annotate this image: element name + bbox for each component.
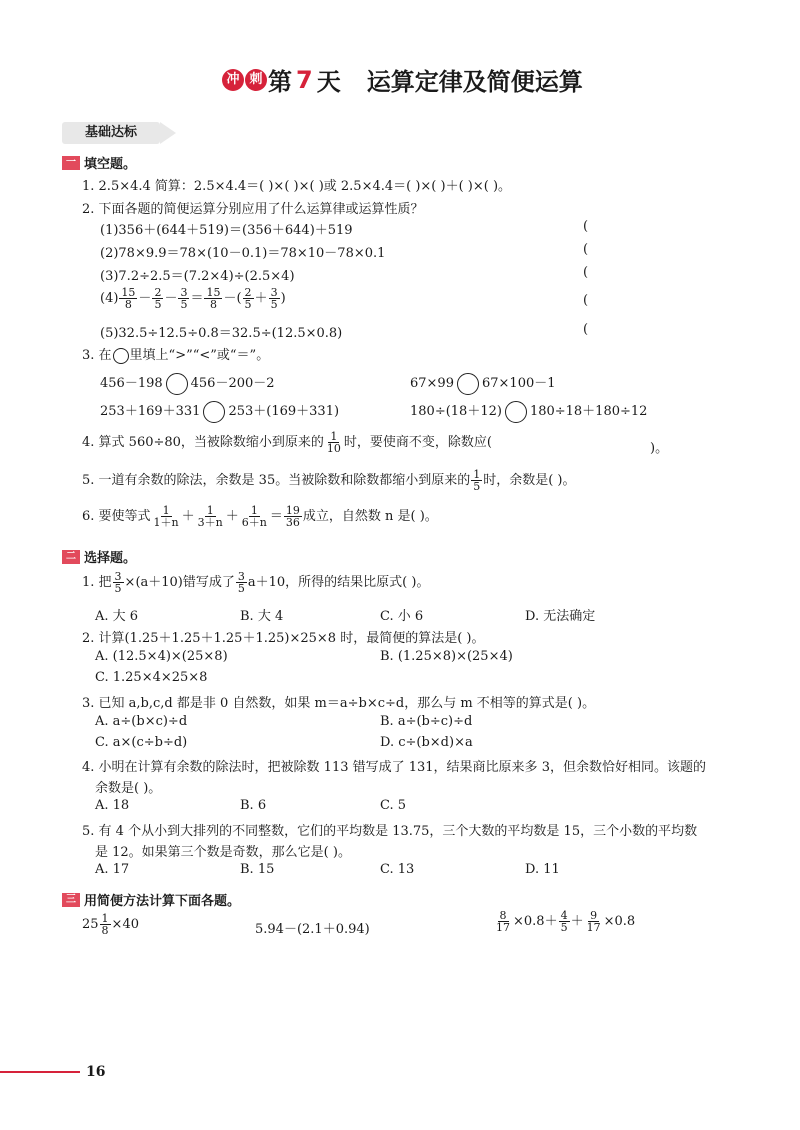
- fraction: $\frac{9}{17}$: [586, 909, 601, 934]
- compare-3: 253＋169＋331 253＋(169＋331): [100, 400, 339, 423]
- fraction: $\frac{15}{8}$: [121, 286, 136, 311]
- s1-q2-item-5: (5)32.5÷12.5÷0.8＝32.5÷(12.5×0.8): [100, 326, 343, 341]
- s1-question-6: 6. 要使等式 $\frac{1}{1+n}$ ＋ $\frac{1}{3+n}$ ＋ $\frac{1}{6+n}$ ＝ $\frac{19}{36}$ 成立，自然数 n 是( )。: [82, 504, 438, 529]
- fraction: $\frac{3}{5}$: [270, 286, 278, 311]
- fraction: $\frac{1}{3+n}$: [197, 504, 223, 529]
- page-number: 16: [86, 1064, 106, 1080]
- s1-q2-item-4: (4) $\frac{15}{8}$ － $\frac{2}{5}$ － $\frac{3}{5}$ ＝ $\frac{15}{8}$ －( $\frac{2}{5}$ ＋ $\frac{3}{5}$ ): [100, 286, 286, 311]
- fraction: $\frac{4}{5}$: [560, 909, 568, 934]
- s1-q2-item-3: (3)7.2÷2.5＝(7.2×4)÷(2.5×4): [100, 269, 295, 284]
- s1-q2-item-2: (2)78×9.9＝78×(10－0.1)＝78×10－78×0.1: [100, 246, 386, 261]
- compare-4: 180÷(18＋12) 180÷18＋180÷12: [410, 400, 647, 423]
- fraction: $\frac{3}{5}$: [114, 570, 122, 595]
- s2-q3-option-d: D. c÷(b×d)×a: [380, 735, 473, 750]
- s2-q5-option-b: B. 15: [240, 862, 275, 877]
- day-prefix: 第: [268, 68, 292, 96]
- compare-circle-icon: [457, 373, 479, 395]
- answer-paren-5: (: [583, 322, 589, 337]
- fraction: $\frac{3}{5}$: [180, 286, 188, 311]
- s1-question-2: 2. 下面各题的简便运算分别应用了什么运算律或运算性质？: [82, 202, 424, 217]
- s2-q5-option-c: C. 13: [380, 862, 415, 877]
- fraction: $\frac{1}{5}$: [473, 468, 481, 493]
- s2-q5-option-a: A. 17: [95, 862, 130, 877]
- topic-title: 运算定律及简便运算: [366, 68, 583, 96]
- s2-question-2: 2. 计算(1.25＋1.25＋1.25＋1.25)×25×8 时，最简便的算法是( )。: [82, 631, 485, 646]
- compare-1: 456－198 456－200－2: [100, 372, 275, 395]
- badge-ci: 刺: [245, 69, 267, 91]
- section-3-number: 三: [62, 893, 80, 907]
- compare-circle-icon: [203, 401, 225, 423]
- section-1-number: 一: [62, 156, 80, 170]
- section-1-heading: [62, 153, 136, 172]
- fraction: $\frac{8}{17}$: [496, 909, 510, 934]
- level-tab: 基础达标: [62, 122, 160, 144]
- s3-expression-1: 25 $\frac{1}{8}$ ×40: [82, 912, 139, 937]
- fraction: $\frac{2}{5}$: [244, 286, 252, 311]
- circle-blank-icon: [113, 348, 129, 364]
- s2-q3-option-a: A. a÷(b×c)÷d: [95, 714, 188, 729]
- section-3-title: 用简便方法计算下面各题。: [84, 894, 241, 909]
- day-suffix: 天: [316, 68, 341, 96]
- answer-paren-1: (: [583, 219, 589, 234]
- compare-2: 67×99 67×100－1: [410, 372, 556, 395]
- s3-expression-3: $\frac{8}{17}$ ×0.8＋ $\frac{4}{5}$ ＋ $\frac{9}{17}$ ×0.8: [496, 909, 636, 934]
- badge-chong: 冲: [222, 69, 244, 91]
- s2-q1-option-c: C. 小 6: [380, 609, 424, 624]
- s2-q4-option-c: C. 5: [380, 798, 407, 813]
- fraction: $\frac{15}{8}$: [206, 286, 221, 311]
- s2-q4-option-a: A. 18: [95, 798, 130, 813]
- fraction: $\frac{19}{36}$: [285, 504, 300, 529]
- fraction: $\frac{3}{5}$: [237, 570, 245, 595]
- fraction: $\frac{1}{8}$: [101, 912, 109, 937]
- s2-question-1: 1. 把 $\frac{3}{5}$ ×(a＋10)错写成了 $\frac{3}{5}$ a＋10，所得的结果比原式( )。: [82, 570, 430, 595]
- s2-question-4-line-2: 余数是( )。: [95, 781, 162, 796]
- section-2-title: 选择题。: [84, 551, 137, 566]
- s2-q2-option-a: A. (12.5×4)×(25×8): [95, 649, 228, 664]
- answer-paren-2: (: [583, 242, 589, 257]
- page-title: [222, 62, 583, 97]
- s3-expression-2: 5.94－(2.1＋0.94): [255, 922, 370, 937]
- s1-q4-close: )。: [650, 441, 669, 456]
- compare-circle-icon: [166, 373, 188, 395]
- s1-q2-item-1: (1)356＋(644＋519)＝(356＋644)＋519: [100, 223, 353, 238]
- answer-paren-4: (: [583, 293, 589, 308]
- s1-question-1: 1. 2.5×4.4 简算：2.5×4.4＝( )×( )×( )或 2.5×4.4＝( )×( )＋( )×( )。: [82, 179, 512, 194]
- s2-q1-option-d: D. 无法确定: [525, 609, 596, 624]
- s2-q3-option-c: C. a×(c÷b÷d): [95, 735, 188, 750]
- section-3-heading: [62, 890, 240, 909]
- day-number: 7: [296, 65, 313, 94]
- s2-q1-option-b: B. 大 4: [240, 609, 284, 624]
- s2-question-5-line-1: 5. 有 4 个从小到大排列的不同整数，它们的平均数是 13.75，三个大数的平均数是 15，三个小数的平均数: [82, 824, 698, 839]
- s2-question-3: 3. 已知 a,b,c,d 都是非 0 自然数，如果 m＝a÷b×c÷d，那么与 m 不相等的算式是( )。: [82, 696, 596, 711]
- s2-q1-option-a: A. 大 6: [95, 609, 139, 624]
- section-1-title: 填空题。: [84, 157, 137, 172]
- s1-question-3: 3. 在 里填上“>”“<”或“＝”。: [82, 348, 270, 363]
- s2-q2-option-c: C. 1.25×4×25×8: [95, 670, 208, 685]
- s2-q2-option-b: B. (1.25×8)×(25×4): [380, 649, 513, 664]
- s2-question-5-line-2: 是 12。如果第三个数是奇数，那么它是( )。: [95, 845, 351, 860]
- answer-paren-3: (: [583, 265, 589, 280]
- compare-circle-icon: [505, 401, 527, 423]
- fraction: $\frac{2}{5}$: [154, 286, 162, 311]
- s2-q5-option-d: D. 11: [525, 862, 560, 877]
- s2-q4-option-b: B. 6: [240, 798, 267, 813]
- section-2-heading: [62, 547, 136, 566]
- footer-rule: [0, 1071, 80, 1073]
- s1-question-5: 5. 一道有余数的除法，余数是 35。当被除数和除数都缩小到原来的 $\frac{1}{5}$ 时，余数是( )。: [82, 468, 576, 493]
- s2-question-4-line-1: 4. 小明在计算有余数的除法时，把被除数 113 错写成了 131，结果商比原来多 3，但余数恰好相同。该题的: [82, 760, 706, 775]
- section-2-number: 二: [62, 550, 80, 564]
- fraction: $\frac{1}{6+n}$: [241, 504, 267, 529]
- s2-q3-option-b: B. a÷(b÷c)÷d: [380, 714, 473, 729]
- fraction: $\frac{1}{1+n}$: [153, 504, 179, 529]
- s1-question-4: 4. 算式 560÷80，当被除数缩小到原来的 $\frac{1}{10}$ 时，要使商不变，除数应(: [82, 430, 492, 455]
- fraction: $\frac{1}{10}$: [326, 430, 341, 455]
